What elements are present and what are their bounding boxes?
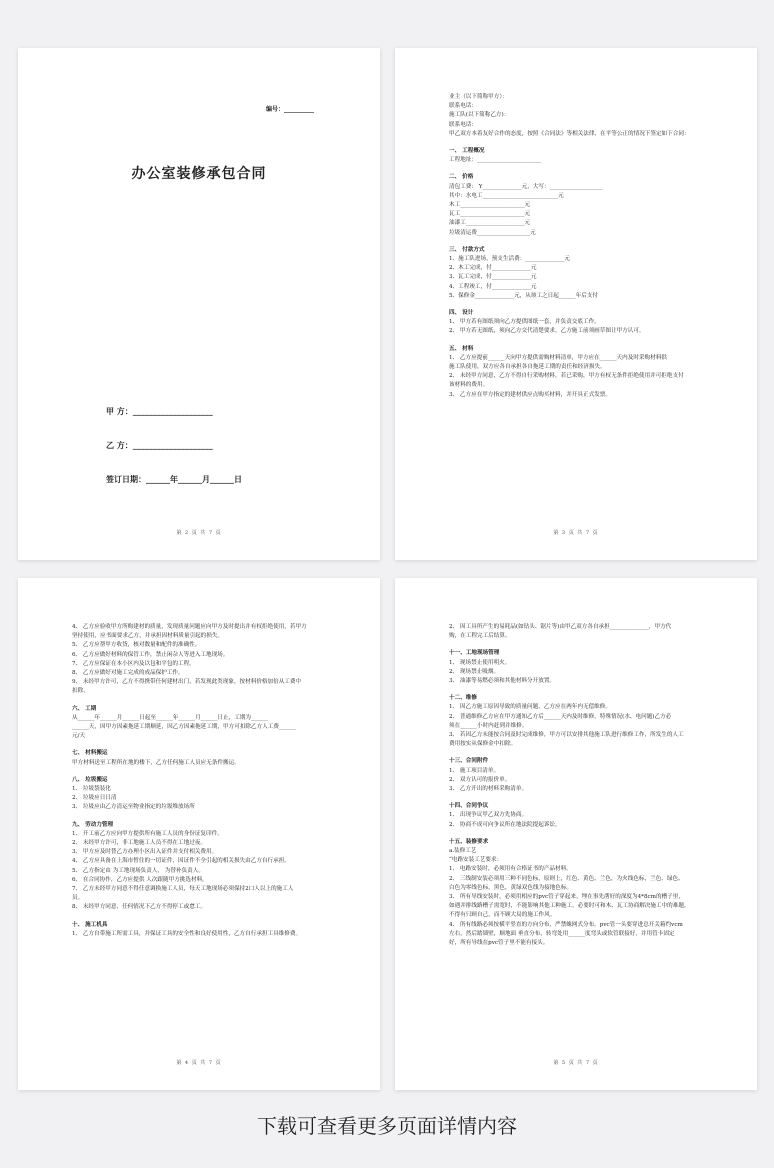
body-line: 1、 乙方应提前______天向甲方提供需购材料清单，甲方应在______天内及时采购材料供 [449, 354, 667, 361]
body-line: 甲乙双方本着友好合作的态度，按照《合同法》等相关法律，在平等公正的情况下签定如下合同： [449, 130, 690, 137]
body-line: 2、 因工具所产生的易耗品(如钻头、锯片等)由甲乙双方各自承担______________，甲方代 [449, 624, 672, 630]
download-caption: 下载可查看更多页面详情内容 [257, 1114, 517, 1138]
body-line: 须在______小时内赶到并维修。 [449, 722, 528, 729]
party-a-field: 甲 方：____________________ [106, 407, 213, 416]
body-line: 购，在工程完工后结算。 [449, 633, 511, 640]
body-line: 1、 因乙方施工原因导致的质量问题，乙方应在两年内无偿维修。 [449, 704, 611, 711]
body-line: 4、 乙方应具备在上海市暂住的一切证件，因证件不全引起的相关损失由乙方自行承担。 [72, 858, 290, 865]
body-line: 8、 未经甲方同意，任何情况下乙方不得停工或怠工。 [72, 904, 206, 911]
body-line: 清包工费： Y______________元，大写：___________________ [449, 183, 603, 190]
contract-page-3 [395, 48, 757, 560]
body-line: 不得有只顾自己，而不顾大局的施工作风。 [449, 912, 556, 919]
section-heading: 五、 材料 [449, 345, 474, 352]
body-line: 8、 乙方应做好对施工完成的成品保护工作。 [72, 670, 184, 677]
body-line: 4、 所有线路必须按横平竖直的方向分布，严禁蛛网式分布。pvc管一头要穿进总开关箱约vcm [449, 921, 683, 928]
body-line: 施工队使用，双方应各自承担各自拖延工期的责任和经济损失。 [449, 364, 606, 371]
body-line: 业主（以下简称甲方）： [449, 94, 508, 100]
body-line: 7、 乙方应保证在本小区内及以包和平包的工程。 [72, 660, 195, 667]
body-line: 5、保修金______________元，从竣工之日起______年后支付 [449, 292, 598, 299]
body-line: 元/天 [72, 733, 86, 740]
page-number: 第 3 页 共 7 页 [553, 530, 599, 536]
body-line: 9、 未经甲方许可，乙方不得携带任何建材出门，若发现此类现象，按材料价格加倍从工费中 [72, 679, 302, 686]
body-line: 1、 乙方自带施工所需工具，并保证工具的安全性和良好使用性，乙方自行承担工具维修费。 [72, 930, 302, 937]
section-heading: 九、 劳动力管理 [72, 821, 114, 828]
contract-page-5 [395, 578, 757, 1090]
body-line: 木工_______________________元 [449, 202, 531, 209]
body-line: 2、 未经甲方同意，乙方不得自行采购材料，若已采购，甲方有权无条件拒绝使用并可拒绝支付 [449, 373, 684, 380]
body-line: “电路安装工艺要求： [449, 857, 503, 864]
body-line: 5、 乙方指定由 为工地现场负责人， 为替补负责人。 [72, 867, 204, 874]
body-line: 白色为零线色标，黑色，黄绿双色线为接地色标。 [449, 884, 573, 891]
page-body [72, 623, 350, 939]
body-line: 1、施工队进场，预支生活费：______________元 [449, 256, 571, 263]
body-line: 员。 [72, 895, 84, 902]
sign-date-field: 签订日期：______年______月______日 [106, 475, 242, 484]
body-line: 联系电话： [449, 121, 477, 128]
body-line: ______天，因甲方因素拖延工期顺延，因乙方因素拖延工期，甲方可扣除乙方人工费______ [72, 724, 296, 731]
section-heading: 十三、合同附件 [449, 758, 489, 765]
section-heading: 十一、工地现场管理 [449, 650, 500, 657]
body-line: 3、 若因乙方未能按合同及时完成维修，甲方可以安排其他施工队进行维修工作，所发生的人工 [449, 732, 684, 739]
contract-number: 编号：__________ [266, 106, 315, 113]
body-line: 1、 电路安装时，必须用有合格证书的产品材料。 [449, 866, 572, 873]
section-heading: 六、 工期 [72, 705, 97, 712]
body-line: 1、 现场禁止使用明火。 [449, 659, 511, 666]
section-heading: 八、 垃圾搬运 [72, 776, 108, 783]
body-line: 3、 垃圾应由乙方清运至物业指定的垃圾堆放场所 [72, 804, 195, 811]
section-heading: 七、 材料搬运 [72, 750, 108, 757]
body-line: 6、 乙方应做好材料的保管工作，禁止闲杂人等进入工地现场。 [72, 651, 229, 658]
body-line: 1、 出现争议甲乙双方先协商。 [449, 812, 528, 819]
body-line: 2、 双方认可的报价单。 [449, 776, 511, 783]
section-heading: 二、 价格 [449, 174, 474, 181]
section-heading: 十四、合同争议 [449, 803, 489, 810]
body-line: 其中：水电工___________________________元 [449, 192, 564, 199]
body-line: 3、 油漆等易燃必须和其他材料分开放置。 [449, 678, 556, 685]
contract-page-4 [18, 578, 380, 1090]
body-line: 从______年______月______日起至______年______月______日止，工期为______ [72, 714, 268, 721]
body-line: 2、 现场禁止吸烟。 [449, 668, 500, 675]
body-line: 2、 普通维修乙方应在甲方通知乙方后______天内及时维修，特殊情况(水、电问题)乙方必 [449, 713, 672, 720]
body-line: 3、 所有导线安装时，必须用相应的pvc管子穿起来，埋在事先凿好的深度为4*8cm的槽子里， [449, 894, 684, 901]
section-heading: 十五、装修要求 [449, 838, 489, 845]
section-heading: 一、 工程概况 [449, 148, 485, 155]
body-line: 1、 甲方若有图纸须向乙方提供图纸一套，并负责交底工作。 [449, 319, 600, 326]
body-line: 施工队(以下简称乙方)： [449, 112, 510, 119]
body-line: 7、 乙方未经甲方同意不得任意调换施工人员，每天工地现场必须保持2口人以上的施工人 [72, 886, 294, 893]
page-number: 第 5 页 共 7 页 [553, 1060, 599, 1066]
body-line: 2、 三线制安装必须用三种不同色标，原则上，红色、黄色、兰色，为火线色标，兰色、绿色、 [449, 875, 684, 882]
body-line: 2、木工完成，付______________元 [449, 265, 537, 272]
section-heading: 十二、维修 [449, 695, 477, 702]
body-line: 好，所有导线在pvc管子里不能有接头。 [449, 940, 549, 947]
body-line: 甲方材料送至工程所在地的楼下，乙方任何施工人员应无条件搬运。 [72, 759, 240, 766]
body-line: 3、 乙方开出的材料采购清单。 [449, 786, 528, 793]
body-line: 1、 施工项目清单。 [449, 767, 500, 774]
body-line: 4、 乙方应验收甲方所购建材的质量，发现质量问题应向甲方及时提出并有权拒绝使用，若甲方 [72, 624, 307, 630]
section-heading: 三、 付款方式 [449, 246, 485, 253]
body-line: 1、 垃圾袋装化 [72, 786, 111, 793]
page-number: 第 4 页 共 7 页 [176, 1060, 222, 1066]
page-body [449, 623, 727, 948]
body-line: 费用按实从保修金中扣除。 [449, 741, 517, 748]
page-number: 第 2 页 共 7 页 [176, 530, 222, 536]
body-line: 油漆工_____________________元 [449, 220, 531, 227]
page-body [449, 93, 727, 400]
section-heading: 十、 施工机具 [72, 921, 108, 928]
body-line: 如遇并排线路槽子需宽时，不能影响其他工种施工，必要时可和木、瓦工协商解决施工中的难题， [449, 903, 690, 910]
body-line: 5、 乙方应帮甲方收货，核对数量和配件的准确性。 [72, 642, 201, 649]
body-line: 6、 在合同协作，乙方应提供 人次跟随甲方挑选材料。 [72, 876, 208, 883]
party-b-field: 乙 方：____________________ [106, 441, 213, 450]
body-line: 工程地址：_______________________ [449, 157, 542, 164]
body-line: 联系电话： [449, 103, 477, 110]
body-line: 瓦工_______________________元 [449, 211, 531, 218]
body-line: 1、 开工前乙方应向甲方提供所有施工人员的身份证复印件。 [72, 830, 223, 837]
contract-page-2 [18, 48, 380, 560]
body-line: 3、 甲方应及时替乙方办理小区出入证件并支付相关费用。 [72, 849, 218, 856]
body-line: 2、 协商不成可向争议所在地法院提起诉讼。 [449, 821, 561, 828]
body-line: 左右，然后踏墙壁，顺地面 垂直分布，转弯处用______度弯头或软管联接好，并用管卡固定 [449, 930, 675, 937]
body-line: 扣除。 [72, 688, 89, 695]
section-heading: 四、 设计 [449, 310, 474, 317]
body-line: 4、工程竣工，付______________元 [449, 283, 537, 290]
body-line: 2、 未经甲方许可，非工地施工人员不得在工地过夜。 [72, 840, 206, 847]
body-line: 2、 甲方若无图纸，须向乙方交代清楚要求，乙方施工前须画草图让甲方认可。 [449, 328, 645, 335]
contract-title: 办公室装修承包合同 [131, 166, 267, 182]
body-line: 2、 垃圾应日日清 [72, 795, 117, 802]
body-line: 坚持使用，应书面要求乙方，并承担因材料质量引起的损失。 [72, 633, 224, 640]
body-line: 3、 乙方应在甲方指定的建材供应点购买材料，并开具正式发票。 [449, 391, 611, 398]
body-line: 垃圾清运费___________________元 [449, 229, 536, 236]
body-line: 3、瓦工完成，付______________元 [449, 274, 537, 281]
body-line: a.装修工艺 [449, 848, 477, 855]
body-line: 该材料的费用。 [449, 382, 489, 389]
